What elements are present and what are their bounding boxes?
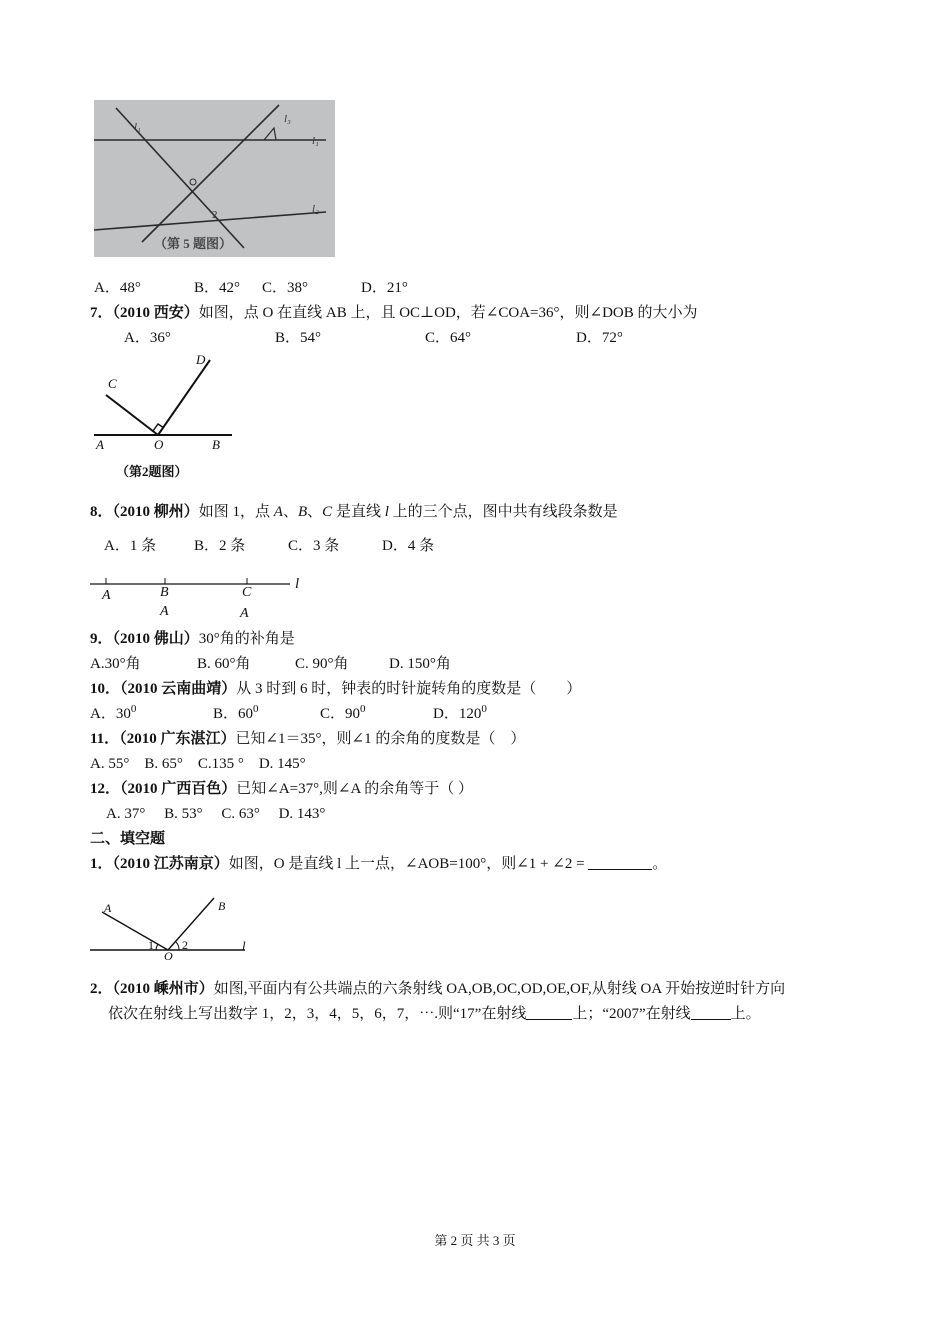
question-7 <box>90 303 698 323</box>
parallel-lines-diagram <box>94 100 335 257</box>
question-text: 从 3 时到 6 时，钟表的时针旋转角的度数是（ ） <box>236 681 582 697</box>
question-number: 1． <box>90 856 113 872</box>
ray-od <box>158 360 210 435</box>
perpendicular-rays-diagram <box>90 350 240 485</box>
question-source: （2010 嵊州市） <box>112 981 214 997</box>
question-text: 已知∠1＝35°，则∠1 的余角的度数是（ ） <box>235 731 526 747</box>
question-text: 上；“2007”在射线 <box>572 1006 691 1022</box>
fill-question-2 <box>90 979 785 999</box>
question-text: 依次在射线上写出数字 1，2，3，4，5，6，7，⋯.则“17”在射线 <box>108 1006 527 1022</box>
svg-text:l₁: l₁ <box>134 121 141 133</box>
question-source: （2010 柳州） <box>112 504 199 520</box>
svg-text:A: A <box>240 606 249 621</box>
question-text: 是直线 <box>332 504 385 520</box>
q10-option-b: B．$60^0$ <box>213 703 259 722</box>
q10-option-d: D．$120^0$ <box>433 703 487 722</box>
angle-1-arc <box>156 944 158 950</box>
question-text: 已知∠A=37°,则∠A 的余角等于（ ） <box>236 781 473 797</box>
separator: 、 <box>307 504 323 520</box>
q9-option-b: B. 60°角 <box>197 656 251 672</box>
ray-ob <box>168 898 214 950</box>
svg-text:B: B <box>212 437 220 452</box>
line-label: l <box>384 504 389 520</box>
point-b-label: B <box>297 504 308 520</box>
question-source: （2010 广东湛江） <box>119 731 236 747</box>
svg-text:l₃: l₃ <box>284 113 291 125</box>
question-number: 8． <box>90 504 113 520</box>
svg-text:l: l <box>295 576 300 592</box>
svg-text:C: C <box>108 376 117 391</box>
svg-text:A: A <box>102 588 111 603</box>
q8-option-d: D．4 条 <box>382 538 435 554</box>
svg-text:1: 1 <box>148 938 154 952</box>
q8-option-b: B．2 条 <box>194 538 246 554</box>
question-11 <box>90 729 525 749</box>
svg-text:O: O <box>164 949 173 960</box>
question-number: 7． <box>90 305 113 321</box>
q11-options: A. 55° B. 65° C.135 ° D. 145° <box>90 756 306 772</box>
question-number: 12． <box>90 781 121 797</box>
q6-option-d: D．21° <box>361 280 408 296</box>
point-c-label: C <box>322 504 333 520</box>
ray-oc <box>106 395 158 435</box>
q6-option-b: B．42° <box>194 280 241 296</box>
question-text: 。 <box>652 856 668 872</box>
question-text: 上。 <box>730 1006 761 1022</box>
fill-question-1 <box>90 854 667 874</box>
page-footer: 第 2 页 共 3 页 <box>434 1233 516 1248</box>
svg-text:2: 2 <box>182 938 188 952</box>
question-text: 30°角的补角是 <box>198 631 295 647</box>
q10-option-a: A．$30^0$ <box>90 703 137 722</box>
question-8 <box>90 502 618 522</box>
points-on-line-diagram <box>90 570 310 622</box>
svg-text:2: 2 <box>212 209 218 221</box>
q6-option-c: C．38° <box>262 280 309 296</box>
svg-text:O: O <box>154 437 164 452</box>
svg-text:A: A <box>104 901 112 915</box>
separator: 、 <box>282 504 298 520</box>
question-text: 如图 1，点 <box>198 504 274 520</box>
svg-text:（第 5 题图）: （第 5 题图） <box>154 236 233 251</box>
svg-text:A: A <box>96 437 104 452</box>
angle-on-line-diagram <box>90 890 260 960</box>
fill-question-2-line2 <box>108 1004 761 1024</box>
q7-option-a: A．36° <box>124 330 171 346</box>
answer-blank-17[interactable] <box>526 1005 572 1020</box>
question-number: 9． <box>90 631 113 647</box>
svg-text:B: B <box>218 899 226 913</box>
question-text: 如图，点 O 在直线 AB 上，且 OC⊥OD，若∠COA=36°，则∠DOB 的大小为 <box>198 305 698 321</box>
question-source: （2010 云南曲靖） <box>120 681 237 697</box>
svg-text:C: C <box>242 585 252 600</box>
svg-text:l₁: l₁ <box>312 135 319 147</box>
question-source: （2010 佛山） <box>112 631 199 647</box>
question-number: 10． <box>90 681 121 697</box>
answer-blank-2007[interactable] <box>691 1005 731 1020</box>
q9-option-d: D. 150°角 <box>389 656 451 672</box>
q8-option-c: C．3 条 <box>288 538 340 554</box>
svg-text:l₂: l₂ <box>312 203 319 215</box>
point-a-label: A <box>273 504 283 520</box>
question-number: 11． <box>90 731 120 747</box>
question-text: 如图，O 是直线 l 上一点，∠AOB=100°，则∠1 + ∠2 = <box>228 856 585 872</box>
figure-q8 <box>90 570 310 622</box>
svg-text:B: B <box>160 585 169 600</box>
angle-2-arc <box>176 942 179 950</box>
figure-q7 <box>90 350 240 485</box>
svg-text:A: A <box>160 604 169 619</box>
question-text: 如图,平面内有公共端点的六条射线 OA,OB,OC,OD,OE,OF,从射线 OA 开始按逆时针方向 <box>213 981 786 997</box>
q8-option-a: A．1 条 <box>104 538 157 554</box>
question-source: （2010 广西百色） <box>120 781 237 797</box>
figure-f1 <box>90 890 260 960</box>
q7-option-d: D．72° <box>576 330 623 346</box>
q6-option-a: A．48° <box>94 280 141 296</box>
answer-blank[interactable] <box>588 855 652 870</box>
question-9 <box>90 629 295 649</box>
question-source: （2010 西安） <box>112 305 199 321</box>
section-title: 二、填空题 <box>90 831 166 847</box>
svg-text:l: l <box>242 938 246 953</box>
q10-option-c: C．$90^0$ <box>320 703 366 722</box>
question-text: 上的三个点，图中共有线段条数是 <box>388 504 618 520</box>
svg-text:（第2题图）: （第2题图） <box>116 464 188 479</box>
svg-text:D: D <box>196 352 206 367</box>
q7-option-c: C．64° <box>425 330 472 346</box>
question-source: （2010 江苏南京） <box>112 856 229 872</box>
question-10 <box>90 679 581 699</box>
figure-q5 <box>94 100 335 257</box>
q9-option-a: A.30°角 <box>90 656 141 672</box>
question-number: 2． <box>90 981 113 997</box>
q9-option-c: C. 90°角 <box>295 656 349 672</box>
q12-options: A. 37° B. 53° C. 63° D. 143° <box>106 806 326 822</box>
question-12 <box>90 779 473 799</box>
q7-option-b: B．54° <box>275 330 322 346</box>
